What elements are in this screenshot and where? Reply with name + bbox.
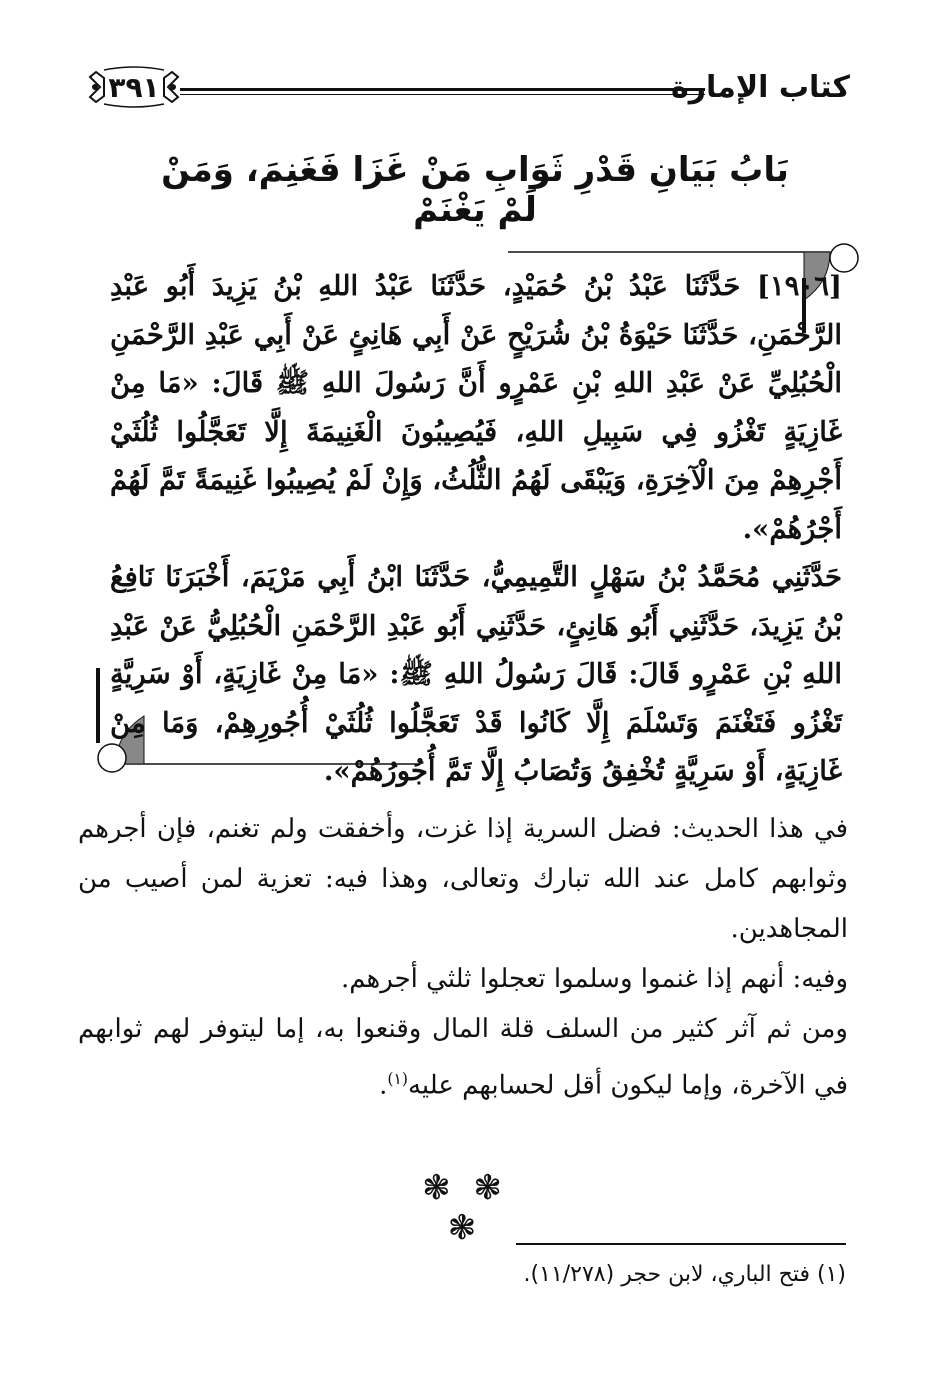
- footnote-reference[interactable]: (١): [387, 1070, 408, 1088]
- commentary-text: ومن ثم آثر كثير من السلف قلة المال وقنعوا به، إما ليتوفر لهم ثوابهم في الآخرة، وإما ليكون أقل لحسابهم عليه: [78, 1014, 848, 1101]
- chapter-title: بَابُ بَيَانِ قَدْرِ ثَوَابِ مَنْ غَزَا فَغَنِمَ، وَمَنْ لَمْ يَغْنَمْ: [161, 150, 789, 230]
- header-rule: [180, 88, 705, 91]
- hadith-block: [110, 262, 842, 796]
- page-number: ٣٩١: [108, 71, 160, 104]
- book-title: كتاب الإمارة: [671, 70, 850, 105]
- footnote: (١) فتح الباري، لابن حجر (١١/٢٧٨).: [523, 1262, 846, 1287]
- page-number-ornament: [86, 64, 182, 110]
- hadith-paragraph: حَدَّثَنِي مُحَمَّدُ بْنُ سَهْلٍ التَّمِيمِيُّ، حَدَّثَنَا ابْنُ أَبِي مَرْيَمَ، أَخْبَرَنَا نَافِعُ بْنُ يَزِيدَ، حَدَّثَنِي أَبُو هَانِئٍ، حَدَّثَنِي أَبُو عَبْدِ الرَّحْمَنِ الْحُبُلِيُّ عَنْ عَبْدِ اللهِ بْنِ عَمْرٍو قَالَ: قَالَ رَسُولُ اللهِ ﷺ: «مَا مِنْ غَازِيَةٍ، أَوْ سَرِيَّةٍ تَغْزُو فَتَغْنَمَ وَتَسْلَمَ إِلَّا كَانُوا قَدْ تَعَجَّلُوا ثُلُثَيْ أُجُورِهِمْ، وَمَا مِنْ غَازِيَةٍ، أَوْ سَرِيَّةٍ تُخْفِقُ وَتُصَابُ إِلَّا تَمَّ أُجُورُهُمْ».: [110, 561, 842, 787]
- commentary-paragraph: وفيه: أنهم إذا غنموا وسلموا تعجلوا ثلثي أجرهم.: [340, 964, 848, 994]
- header-rule-thin: [180, 94, 705, 95]
- commentary-text-end: .: [379, 1070, 388, 1101]
- hadith-paragraph: [١٩٠٦] حَدَّثَنَا عَبْدُ بْنُ حُمَيْدٍ، حَدَّثَنَا عَبْدُ اللهِ بْنُ يَزِيدَ أَبُو عَبْدِ الرَّحْمَنِ، حَدَّثَنَا حَيْوَةُ بْنُ شُرَيْحٍ عَنْ أَبِي هَانِئٍ عَنْ أَبِي عَبْدِ الرَّحْمَنِ الْحُبُلِيِّ عَنْ عَبْدِ اللهِ بْنِ عَمْرٍو أَنَّ رَسُولَ اللهِ ﷺ قَالَ: «مَا مِنْ غَازِيَةٍ تَغْزُو فِي سَبِيلِ اللهِ، فَيُصِيبُونَ الْغَنِيمَةَ إِلَّا تَعَجَّلُوا ثُلُثَيْ أَجْرِهِمْ مِنَ الْآخِرَةِ، وَيَبْقَى لَهُمُ الثُّلُثُ، وَإِنْ لَمْ يُصِيبُوا غَنِيمَةً تَمَّ لَهُمْ أَجْرُهُمْ».: [110, 270, 842, 545]
- running-header: [80, 58, 850, 118]
- section-separator: ❃ ❃ ❃: [422, 1168, 508, 1248]
- commentary-block: [78, 804, 848, 1111]
- footnote-rule: [516, 1243, 846, 1245]
- commentary-paragraph: في هذا الحديث: فضل السرية إذا غزت، وأخفقت ولم تغنم، فإن أجرهم وثوابهم كامل عند الله تبارك وتعالى، وهذا فيه: تعزية لمن أصيب من المجاهدين.: [78, 814, 848, 944]
- commentary-paragraph: [78, 1004, 848, 1111]
